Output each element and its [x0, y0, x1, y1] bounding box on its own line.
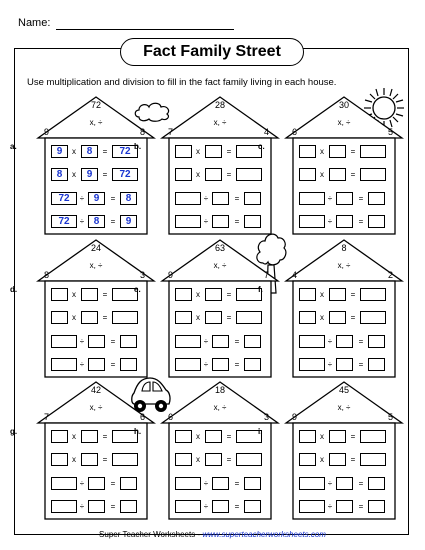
- equals-sign: =: [226, 147, 232, 156]
- multiply-sign: x: [196, 170, 200, 179]
- answer-box[interactable]: [212, 215, 229, 228]
- divide-sign: ÷: [79, 502, 85, 511]
- answer-box[interactable]: [175, 311, 192, 324]
- answer-box[interactable]: [112, 311, 138, 324]
- answer-box[interactable]: [299, 453, 316, 466]
- answer-box[interactable]: [88, 500, 105, 513]
- divide-sign: ÷: [79, 337, 85, 346]
- name-label: Name:: [18, 17, 51, 29]
- fact-family-house: [258, 96, 404, 236]
- divide-sign: ÷: [327, 479, 333, 488]
- equals-sign: =: [226, 313, 232, 322]
- answer-box[interactable]: [175, 335, 201, 348]
- answer-box[interactable]: 8: [51, 168, 68, 181]
- house-letter: e.: [134, 285, 141, 294]
- answer-box[interactable]: [244, 215, 261, 228]
- fact-family-house: [10, 381, 156, 521]
- answer-box[interactable]: [360, 311, 386, 324]
- answer-box[interactable]: [329, 453, 346, 466]
- multiply-sign: x: [196, 313, 200, 322]
- equals-sign: =: [234, 502, 240, 511]
- fact-family-house: [134, 381, 280, 521]
- answer-box[interactable]: [299, 215, 325, 228]
- answer-box[interactable]: [205, 311, 222, 324]
- multiply-sign: x: [320, 290, 324, 299]
- equals-sign: =: [358, 360, 364, 369]
- answer-box[interactable]: [368, 335, 385, 348]
- answer-box[interactable]: [175, 215, 201, 228]
- answer-box[interactable]: 9: [51, 145, 68, 158]
- equals-sign: =: [358, 217, 364, 226]
- house-factor-right: 7: [264, 270, 270, 280]
- answer-box[interactable]: [175, 453, 192, 466]
- answer-box[interactable]: [212, 500, 229, 513]
- house-letter: a.: [10, 142, 17, 151]
- answer-box[interactable]: 72: [112, 145, 138, 158]
- answer-box[interactable]: [81, 453, 98, 466]
- answer-box[interactable]: [336, 192, 353, 205]
- divide-sign: ÷: [203, 217, 209, 226]
- house-factor-left: 8: [44, 270, 50, 280]
- fact-family-house: [134, 239, 280, 379]
- house-factor-right: 8: [140, 127, 146, 137]
- answer-box[interactable]: [51, 453, 68, 466]
- answer-box[interactable]: [299, 311, 316, 324]
- equals-sign: =: [102, 290, 108, 299]
- multiply-sign: x: [72, 313, 76, 322]
- answer-box[interactable]: [81, 288, 98, 301]
- answer-box[interactable]: [329, 168, 346, 181]
- divide-sign: ÷: [327, 217, 333, 226]
- answer-box[interactable]: [112, 453, 138, 466]
- house-operations: x, ÷: [89, 403, 103, 412]
- answer-box[interactable]: [329, 145, 346, 158]
- answer-box[interactable]: [368, 192, 385, 205]
- answer-box[interactable]: [368, 358, 385, 371]
- answer-box[interactable]: [244, 335, 261, 348]
- answer-box[interactable]: [299, 500, 325, 513]
- divide-sign: ÷: [327, 502, 333, 511]
- divide-sign: ÷: [203, 479, 209, 488]
- house-factor-right: 4: [264, 127, 270, 137]
- multiply-sign: x: [72, 147, 76, 156]
- equals-sign: =: [234, 360, 240, 369]
- house-product: 30: [338, 100, 349, 110]
- answer-box[interactable]: [88, 477, 105, 490]
- divide-sign: ÷: [79, 479, 85, 488]
- multiply-sign: x: [196, 455, 200, 464]
- divide-sign: ÷: [79, 217, 85, 226]
- divide-sign: ÷: [79, 194, 85, 203]
- answer-box[interactable]: [368, 477, 385, 490]
- answer-box[interactable]: [212, 192, 229, 205]
- house-operations: x, ÷: [89, 118, 103, 127]
- multiply-sign: x: [72, 170, 76, 179]
- house-letter: g.: [10, 427, 18, 436]
- divide-sign: ÷: [327, 337, 333, 346]
- equals-sign: =: [110, 502, 116, 511]
- answer-box[interactable]: [51, 335, 77, 348]
- equals-sign: =: [102, 170, 108, 179]
- equals-sign: =: [110, 479, 116, 488]
- answer-box[interactable]: [336, 215, 353, 228]
- answer-box[interactable]: [360, 288, 386, 301]
- answer-box[interactable]: [81, 430, 98, 443]
- answer-box[interactable]: [175, 288, 192, 301]
- fact-family-house: [258, 381, 404, 521]
- house-factor-left: 7: [168, 127, 174, 137]
- equals-sign: =: [226, 290, 232, 299]
- equals-sign: =: [350, 147, 356, 156]
- house-product: 18: [214, 385, 225, 395]
- answer-box[interactable]: [175, 358, 201, 371]
- answer-box[interactable]: [299, 335, 325, 348]
- answer-box[interactable]: 9: [120, 215, 137, 228]
- answer-box[interactable]: [244, 358, 261, 371]
- answer-box[interactable]: [236, 453, 262, 466]
- answer-box[interactable]: [120, 500, 137, 513]
- answer-box[interactable]: [120, 335, 137, 348]
- equals-sign: =: [102, 455, 108, 464]
- divide-sign: ÷: [203, 502, 209, 511]
- divide-sign: ÷: [203, 194, 209, 203]
- equals-sign: =: [234, 217, 240, 226]
- answer-box[interactable]: [336, 500, 353, 513]
- multiply-sign: x: [320, 170, 324, 179]
- answer-box[interactable]: [299, 358, 325, 371]
- house-factor-left: 6: [168, 412, 174, 422]
- answer-box[interactable]: 8: [88, 215, 105, 228]
- answer-box[interactable]: [205, 453, 222, 466]
- house-product: 8: [341, 243, 347, 253]
- equals-sign: =: [358, 194, 364, 203]
- answer-box[interactable]: [360, 430, 386, 443]
- answer-box[interactable]: [336, 358, 353, 371]
- answer-box[interactable]: [329, 288, 346, 301]
- answer-box[interactable]: 9: [88, 192, 105, 205]
- answer-box[interactable]: [175, 430, 192, 443]
- equals-sign: =: [226, 455, 232, 464]
- answer-box[interactable]: [175, 145, 192, 158]
- equals-sign: =: [110, 360, 116, 369]
- house-operations: x, ÷: [213, 118, 227, 127]
- equals-sign: =: [226, 432, 232, 441]
- fact-family-house: [258, 239, 404, 379]
- divide-sign: ÷: [79, 360, 85, 369]
- answer-box[interactable]: [299, 145, 316, 158]
- answer-box[interactable]: [81, 311, 98, 324]
- answer-box[interactable]: [51, 477, 77, 490]
- multiply-sign: x: [196, 432, 200, 441]
- answer-box[interactable]: [329, 311, 346, 324]
- fact-family-house: [10, 96, 156, 236]
- answer-box[interactable]: [205, 145, 222, 158]
- answer-box[interactable]: [175, 500, 201, 513]
- answer-box[interactable]: [244, 192, 261, 205]
- multiply-sign: x: [320, 313, 324, 322]
- answer-box[interactable]: [244, 500, 261, 513]
- house-operations: x, ÷: [213, 261, 227, 270]
- answer-box[interactable]: 8: [81, 145, 98, 158]
- answer-box[interactable]: [120, 477, 137, 490]
- answer-box[interactable]: [212, 335, 229, 348]
- equals-sign: =: [358, 337, 364, 346]
- house-letter: h.: [134, 427, 142, 436]
- answer-box[interactable]: [88, 358, 105, 371]
- answer-box[interactable]: [236, 311, 262, 324]
- house-factor-left: 6: [292, 127, 298, 137]
- equals-sign: =: [350, 432, 356, 441]
- divide-sign: ÷: [203, 360, 209, 369]
- answer-box[interactable]: [299, 192, 325, 205]
- equals-sign: =: [234, 479, 240, 488]
- house-factor-left: 9: [292, 412, 298, 422]
- equals-sign: =: [358, 502, 364, 511]
- multiply-sign: x: [72, 432, 76, 441]
- fact-family-house: [10, 239, 156, 379]
- equals-sign: =: [110, 194, 116, 203]
- house-factor-right: 5: [388, 127, 394, 137]
- multiply-sign: x: [320, 432, 324, 441]
- multiply-sign: x: [72, 290, 76, 299]
- equals-sign: =: [110, 337, 116, 346]
- house-operations: x, ÷: [337, 403, 351, 412]
- divide-sign: ÷: [203, 337, 209, 346]
- footer-text: Super Teacher Worksheets -: [99, 530, 203, 539]
- house-letter: i.: [258, 427, 263, 436]
- answer-box[interactable]: [51, 430, 68, 443]
- worksheet-title: Fact Family Street: [120, 38, 304, 66]
- equals-sign: =: [110, 217, 116, 226]
- answer-box[interactable]: [368, 500, 385, 513]
- multiply-sign: x: [196, 290, 200, 299]
- house-factor-right: 3: [264, 412, 270, 422]
- house-factor-left: 9: [168, 270, 174, 280]
- answer-box[interactable]: [205, 288, 222, 301]
- divide-sign: ÷: [327, 360, 333, 369]
- equals-sign: =: [350, 290, 356, 299]
- house-operations: x, ÷: [213, 403, 227, 412]
- equals-sign: =: [102, 432, 108, 441]
- house-product: 24: [90, 243, 101, 253]
- answer-box[interactable]: 72: [112, 168, 138, 181]
- answer-box[interactable]: [299, 168, 316, 181]
- house-factor-left: 9: [44, 127, 50, 137]
- equals-sign: =: [350, 455, 356, 464]
- house-letter: d.: [10, 285, 18, 294]
- equals-sign: =: [226, 170, 232, 179]
- multiply-sign: x: [320, 455, 324, 464]
- house-factor-right: 5: [388, 412, 394, 422]
- house-letter: f.: [258, 285, 263, 294]
- answer-box[interactable]: [336, 335, 353, 348]
- answer-box[interactable]: [205, 168, 222, 181]
- answer-box[interactable]: [244, 477, 261, 490]
- footer: [0, 530, 425, 539]
- answer-box[interactable]: [175, 192, 201, 205]
- house-factor-left: 4: [292, 270, 298, 280]
- house-operations: x, ÷: [337, 118, 351, 127]
- answer-box[interactable]: [336, 477, 353, 490]
- house-product: 28: [214, 100, 225, 110]
- answer-box[interactable]: [175, 168, 192, 181]
- instructions: Use multiplication and division to fill in the fact family living in each house.: [27, 77, 337, 88]
- multiply-sign: x: [72, 455, 76, 464]
- answer-box[interactable]: [299, 477, 325, 490]
- answer-box[interactable]: [360, 168, 386, 181]
- answer-box[interactable]: [212, 358, 229, 371]
- multiply-sign: x: [320, 147, 324, 156]
- answer-box[interactable]: [368, 215, 385, 228]
- answer-box[interactable]: [51, 358, 77, 371]
- answer-box[interactable]: 72: [51, 215, 77, 228]
- answer-box[interactable]: [51, 288, 68, 301]
- answer-box[interactable]: 8: [120, 192, 137, 205]
- house-product: 45: [338, 385, 349, 395]
- answer-box[interactable]: [51, 311, 68, 324]
- house-factor-left: 7: [44, 412, 50, 422]
- house-product: 63: [214, 243, 225, 253]
- house-operations: x, ÷: [337, 261, 351, 270]
- equals-sign: =: [350, 313, 356, 322]
- house-operations: x, ÷: [89, 261, 103, 270]
- house-letter: b.: [134, 142, 142, 151]
- house-factor-right: 6: [140, 412, 146, 422]
- equals-sign: =: [102, 147, 108, 156]
- answer-box[interactable]: [236, 168, 262, 181]
- equals-sign: =: [350, 170, 356, 179]
- answer-box[interactable]: 72: [51, 192, 77, 205]
- answer-box[interactable]: [120, 358, 137, 371]
- fact-family-house: [134, 96, 280, 236]
- answer-box[interactable]: [299, 430, 316, 443]
- equals-sign: =: [102, 313, 108, 322]
- answer-box[interactable]: [329, 430, 346, 443]
- equals-sign: =: [234, 194, 240, 203]
- divide-sign: ÷: [327, 194, 333, 203]
- house-factor-right: 2: [388, 270, 394, 280]
- house-product: 72: [90, 100, 101, 110]
- house-letter: c.: [258, 142, 265, 151]
- answer-box[interactable]: [360, 145, 386, 158]
- answer-box[interactable]: [212, 477, 229, 490]
- equals-sign: =: [358, 479, 364, 488]
- answer-box[interactable]: [175, 477, 201, 490]
- multiply-sign: x: [196, 147, 200, 156]
- house-product: 42: [90, 385, 101, 395]
- house-factor-right: 3: [140, 270, 146, 280]
- answer-box[interactable]: [205, 430, 222, 443]
- name-line[interactable]: [56, 29, 234, 30]
- answer-box[interactable]: [360, 453, 386, 466]
- answer-box[interactable]: [299, 288, 316, 301]
- answer-box[interactable]: [88, 335, 105, 348]
- answer-box[interactable]: [51, 500, 77, 513]
- footer-link[interactable]: www.superteacherworksheets.com: [202, 530, 326, 539]
- equals-sign: =: [234, 337, 240, 346]
- answer-box[interactable]: 9: [81, 168, 98, 181]
